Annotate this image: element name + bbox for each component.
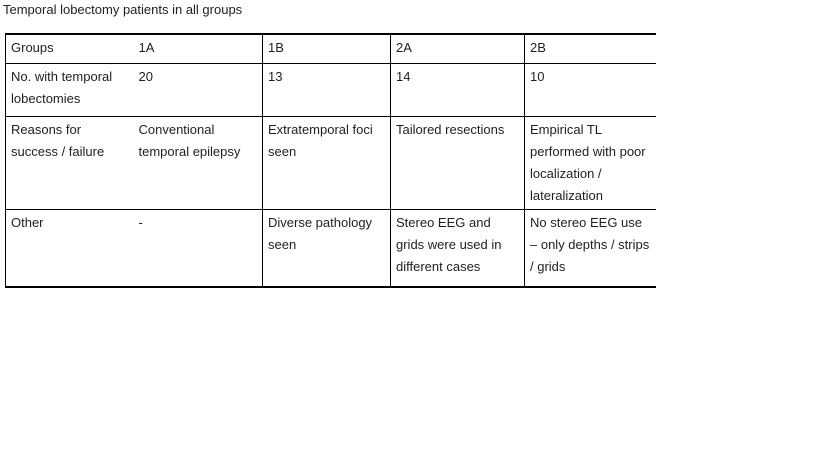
lobectomy-table [5, 33, 656, 288]
header-cell-1b: 1B [263, 34, 391, 64]
header-cell-groups: Groups [6, 34, 134, 64]
cell-other-2a: Stereo EEG and grids were used in different cases [391, 210, 525, 288]
table-header-row [6, 34, 656, 64]
cell-counts-1b: 13 [263, 64, 391, 117]
cell-reasons-2b: Empirical TL performed with poor localization / lateralization [525, 117, 656, 210]
header-cell-2b: 2B [525, 34, 656, 64]
table-row-counts [6, 64, 656, 117]
row-label-other: Other [6, 210, 134, 288]
cell-counts-2a: 14 [391, 64, 525, 117]
cell-reasons-1b: Extratemporal foci seen [263, 117, 391, 210]
table-row-reasons [6, 117, 656, 210]
cell-counts-1a: 20 [134, 64, 263, 117]
header-cell-1a: 1A [134, 34, 263, 64]
cell-counts-2b: 10 [525, 64, 656, 117]
cell-reasons-2a: Tailored resections [391, 117, 525, 210]
row-label-counts: No. with temporal lobectomies [6, 64, 134, 117]
cell-other-2b: No stereo EEG use – only depths / strips / grids [525, 210, 656, 288]
header-cell-2a: 2A [391, 34, 525, 64]
cell-reasons-1a: Conventional temporal epilepsy [134, 117, 263, 210]
table-row-other [6, 210, 656, 288]
row-label-reasons: Reasons for success / failure [6, 117, 134, 210]
cell-other-1b: Diverse pathology seen [263, 210, 391, 288]
page-title: Temporal lobectomy patients in all groups [3, 2, 243, 17]
cell-other-1a: - [134, 210, 263, 288]
